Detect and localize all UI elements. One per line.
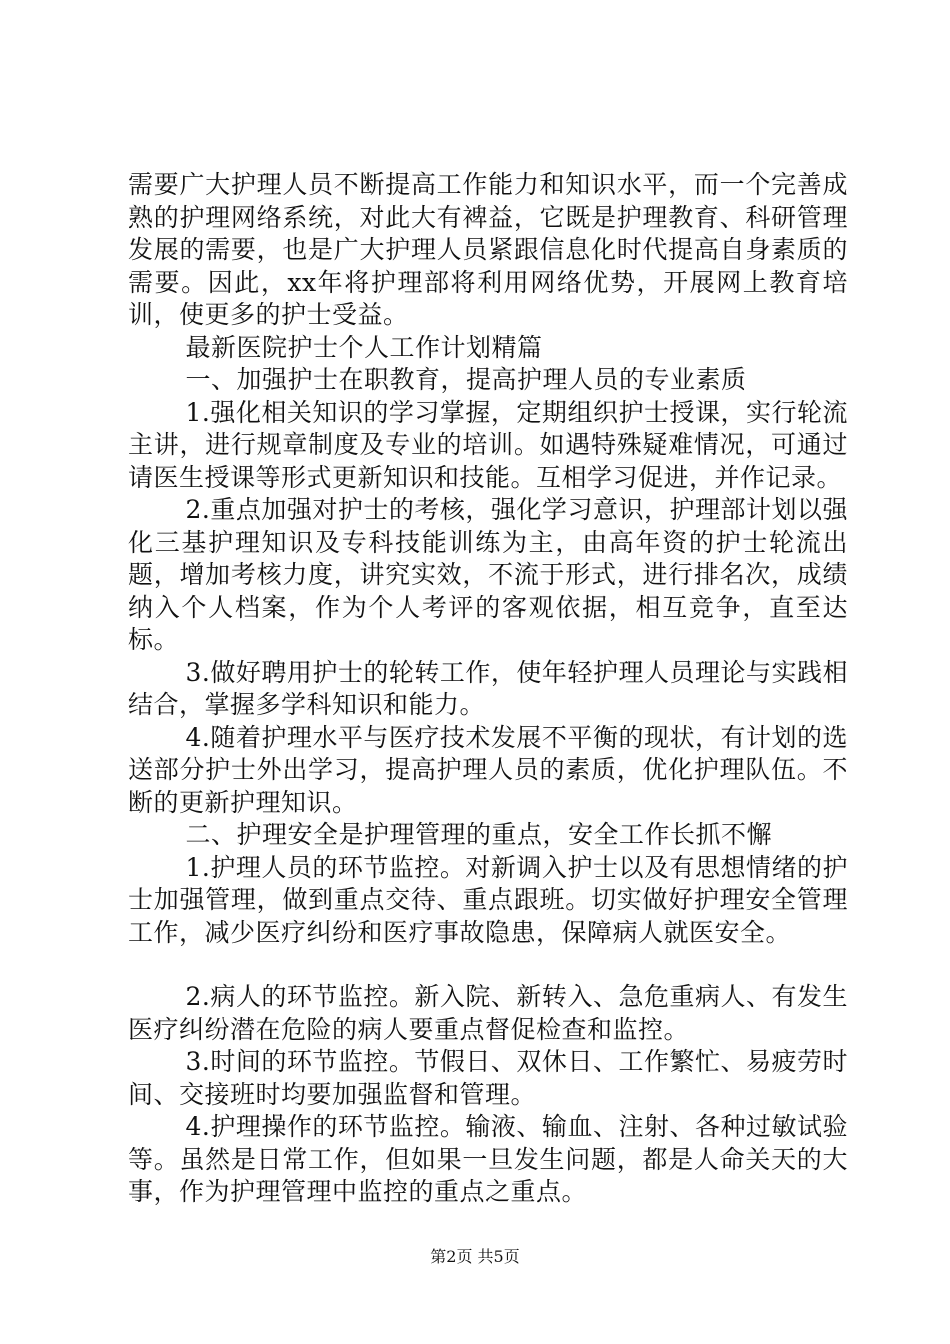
- paragraph-item-1-2: 2.重点加强对护士的考核，强化学习意识，护理部计划以强化三基护理知识及专科技能训练为主，由高年资的护士轮流出题，增加考核力度，讲究实效，不流于形式，进行排名次，成绩纳入个人档案，作为个人考评的客观依据，相互竞争，直至达标。: [128, 495, 848, 654]
- paragraph-item-2-4: 4.护理操作的环节监控。输液、输血、注射、各种过敏试验等。虽然是日常工作，但如果一旦发生问题，都是人命关天的大事，作为护理管理中监控的重点之重点。: [128, 1112, 848, 1206]
- paragraph-item-1-3: 3.做好聘用护士的轮转工作，使年轻护理人员理论与实践相结合，掌握多学科知识和能力。: [128, 657, 848, 719]
- paragraph-item-2-1: 1.护理人员的环节监控。对新调入护士以及有思想情绪的护士加强管理，做到重点交待、重点跟班。切实做好护理安全管理工作，减少医疗纠纷和医疗事故隐患，保障病人就医安全。: [128, 852, 848, 947]
- page-number-footer: 第2页 共5页: [430, 1247, 520, 1266]
- paragraph-item-1-4: 4.随着护理水平与医疗技术发展不平衡的现状，有计划的选送部分护士外出学习，提高护理人员的素质，优化护理队伍。不断的更新护理知识。: [128, 722, 848, 817]
- heading-section-2: 二、护理安全是护理管理的重点，安全工作长抓不懈: [185, 820, 773, 849]
- section-title: 最新医院护士个人工作计划精篇: [185, 332, 543, 362]
- paragraph-item-2-2: 2.病人的环节监控。新入院、新转入、急危重病人、有发生医疗纠纷潜在危险的病人要重点督促检查和监控。: [128, 982, 848, 1044]
- document-body: [128, 169, 848, 1209]
- heading-section-1: 一、加强护士在职教育，提高护理人员的专业素质: [185, 365, 747, 394]
- paragraph-intro-continuation: 需要广大护理人员不断提高工作能力和知识水平，而一个完善成熟的护理网络系统，对此大有裨益，它既是护理教育、科研管理发展的需要，也是广大护理人员紧跟信息化时代提高自身素质的需要。因此，xx年将护理部将利用网络优势，开展网上教育培训，使更多的护士受益。: [128, 170, 848, 329]
- paragraph-item-1-1: 1.强化相关知识的学习掌握，定期组织护士授课，实行轮流主讲，进行规章制度及专业的培训。如遇特殊疑难情况，可通过请医生授课等形式更新知识和技能。互相学习促进，并作记录。: [128, 397, 848, 492]
- paragraph-item-2-3: 3.时间的环节监控。节假日、双休日、工作繁忙、易疲劳时间、交接班时均要加强监督和管理。: [128, 1047, 848, 1109]
